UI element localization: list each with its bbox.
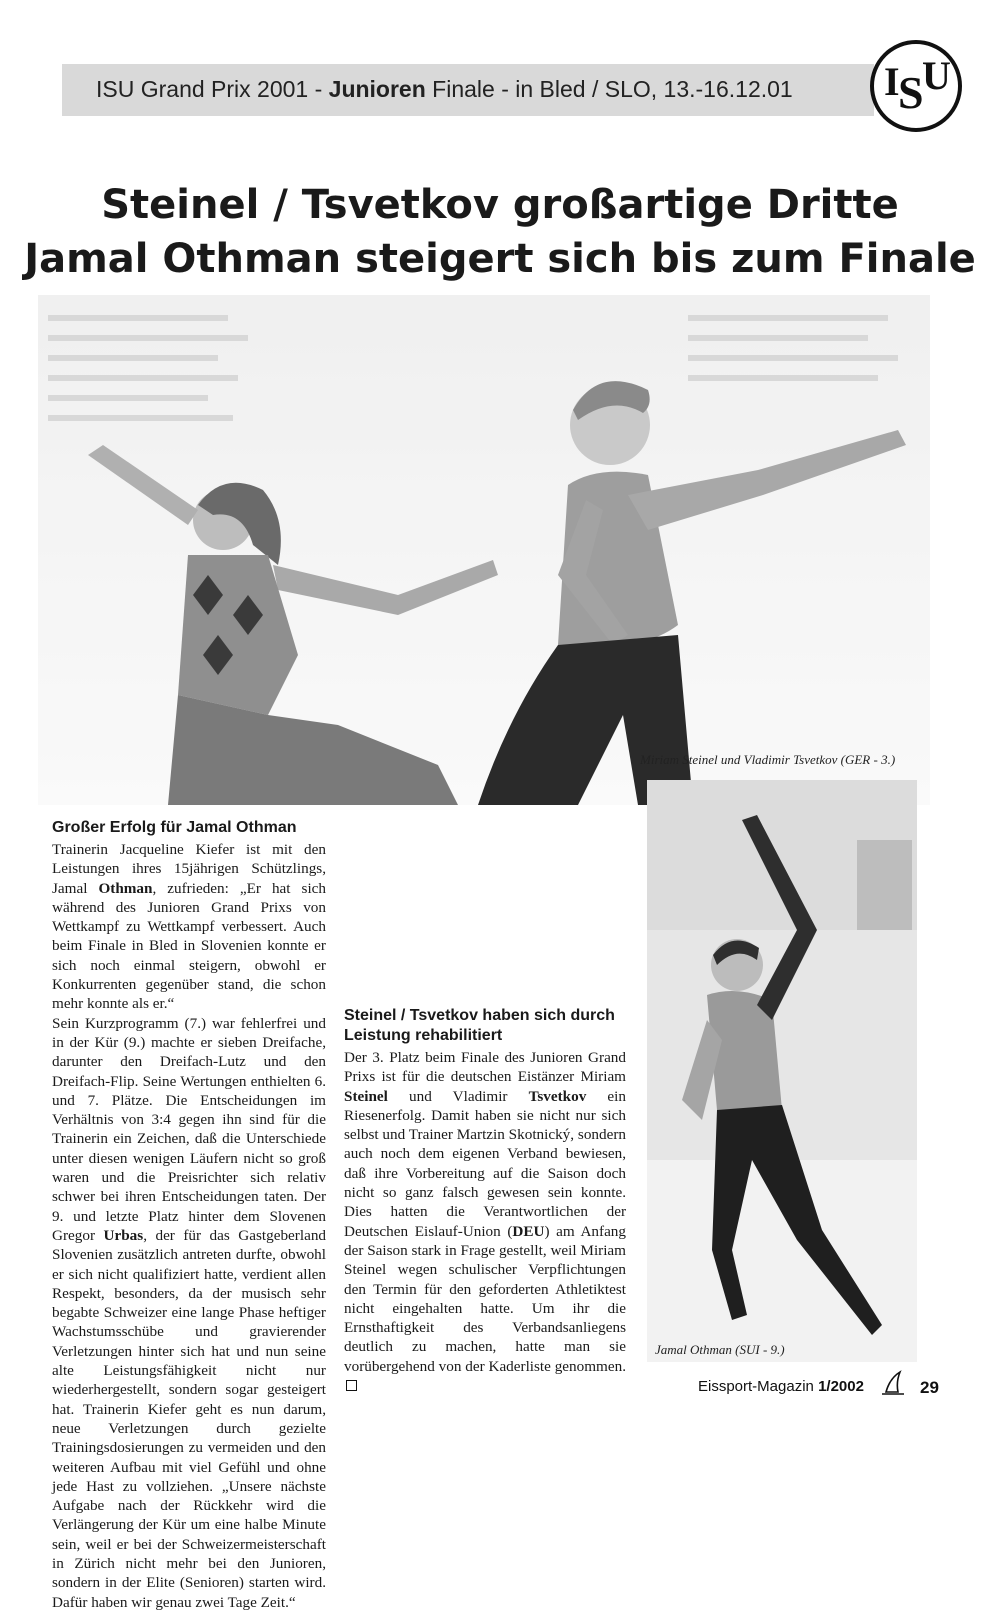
header-event-bold: Junioren — [328, 76, 426, 102]
article-2-paragraph: Der 3. Platz beim Finale des Junioren Grand Prixs ist für die deutschen Eistänzer Miriam Steinel und Vladimir Tsvetkov ein Riesenerfolg. Damit haben sie nicht nur sich selbst und Trainer Martzin Skotnický, sondern auch noch dem eigenen Verband bewiesen, daß ihre Vorbereitung auf die Saison doch nicht so ganz falsch gewesen sein konnte. Dies hatten die Verantwortlichen der Deutschen Eislauf-Union (DEU) am Anfang der Saison stark in Frage gestellt, weil Miriam Steinel wegen schulischer Verpflichtungen den Termin für den geforderten Athletiktest nicht eingehalten hatte. Um ihr die Ernsthaftigkeit des Verbandsanliegens deutlich zu machen, hatte man sie vorübergehend von der Kaderliste genommen. — [344, 1048, 626, 1395]
isu-logo: I S U — [870, 40, 962, 132]
article-1-heading: Großer Erfolg für Jamal Othman — [52, 819, 297, 836]
footer-magazine: Eissport-Magazin 1/2002 — [698, 1378, 864, 1395]
header-event-rest: Finale - in Bled / SLO, 13.-16.12.01 — [425, 76, 793, 102]
article-1-column-1 — [52, 818, 326, 1612]
headline-line-1: Steinel / Tsvetkov großartige Dritte — [101, 182, 899, 228]
article-1-paragraph-1: Trainerin Jacqueline Kiefer ist mit den Leistungen ihres 15jährigen Schützlings, Jamal Othman, zufrieden: „Er hat sich während des Junioren Grand Prixs von Wettkampf zu Wettkampf verbessert. Auch beim Finale in Bled in Slovenien konnte er sich noch einmal steigern, obwohl er Konkurrenten gegenüber stand, die schon mehr konnte als er.“ — [52, 841, 326, 1013]
article-2-heading: Steinel / Tsvetkov haben sich durch Leistung rehabilitiert — [344, 1007, 615, 1044]
header-series: ISU Grand Prix 2001 - — [96, 76, 329, 102]
photo-solo-skater — [647, 780, 917, 1362]
photo-ice-dancers — [38, 295, 930, 805]
header-text — [96, 76, 793, 103]
ice-dancers-illustration — [38, 295, 930, 805]
headline-line-2: Jamal Othman steigert sich bis zum Finale — [24, 236, 976, 282]
solo-skater-illustration — [647, 780, 917, 1362]
photo-solo-skater-caption: Jamal Othman (SUI - 9.) — [655, 1342, 785, 1357]
article-1-paragraph-2: Sein Kurzprogramm (7.) war fehlerfrei und in der Kür (9.) machte er sieben Dreifache, darunter den Dreifach-Lutz und den Dreifach-Flip. Seine Wertungen enthielten 6. und 7. Plätze. Die Entscheidungen im Verhältnis von 3:4 gegen ihn sind für die Trainerin ein Zeichen, daß die Unterschiede unter diesen wenigen Läufern nicht so groß waren und die Preisrichter sich relativ schwer bei ihren Entscheidungen taten. Der 9. und letzte Platz hinter dem Slovenen Gregor Urbas, der für das Gastgeberland Slovenien zusätzlich antreten durfte, obwohl er sich nicht qualifiziert hatte, verdient allen Respekt, besonders, da der musisch sehr begabte Schweizer eine lange Phase heftiger Wachstumsschübe und gravierender Verletzungen hinter sich hat und nun seine alte Leistungsfähigkeit nicht nur wiederhergestellt, sondern sogar gesteigert hat. Trainerin Kiefer geht es nun darum, neue Verletzungen durch gezielte Trainingsdosierungen zu vermeiden und den weiteren Aufbau mit viel Gefühl und ohne jede Hast zu vollziehen. „Unsere nächste Aufgabe nach der Rückkehr wird die Verlängerung der Kür um eine halbe Minute sein, weil er bei der Schweizermeisterschaft in Zürich nicht mehr bei den Junioren, sondern in der Elite (Senioren) starten wird. Dafür haben wir genau zwei Tage Zeit.“ — [52, 1014, 327, 1611]
skate-emblem-icon — [878, 1368, 908, 1398]
article-2-column — [344, 1006, 626, 1395]
end-mark-icon — [346, 1380, 357, 1391]
page-number: 29 — [920, 1378, 939, 1397]
photo-ice-dancers-caption: Miriam Steinel und Vladimir Tsvetkov (GER - 3.) — [640, 752, 896, 767]
